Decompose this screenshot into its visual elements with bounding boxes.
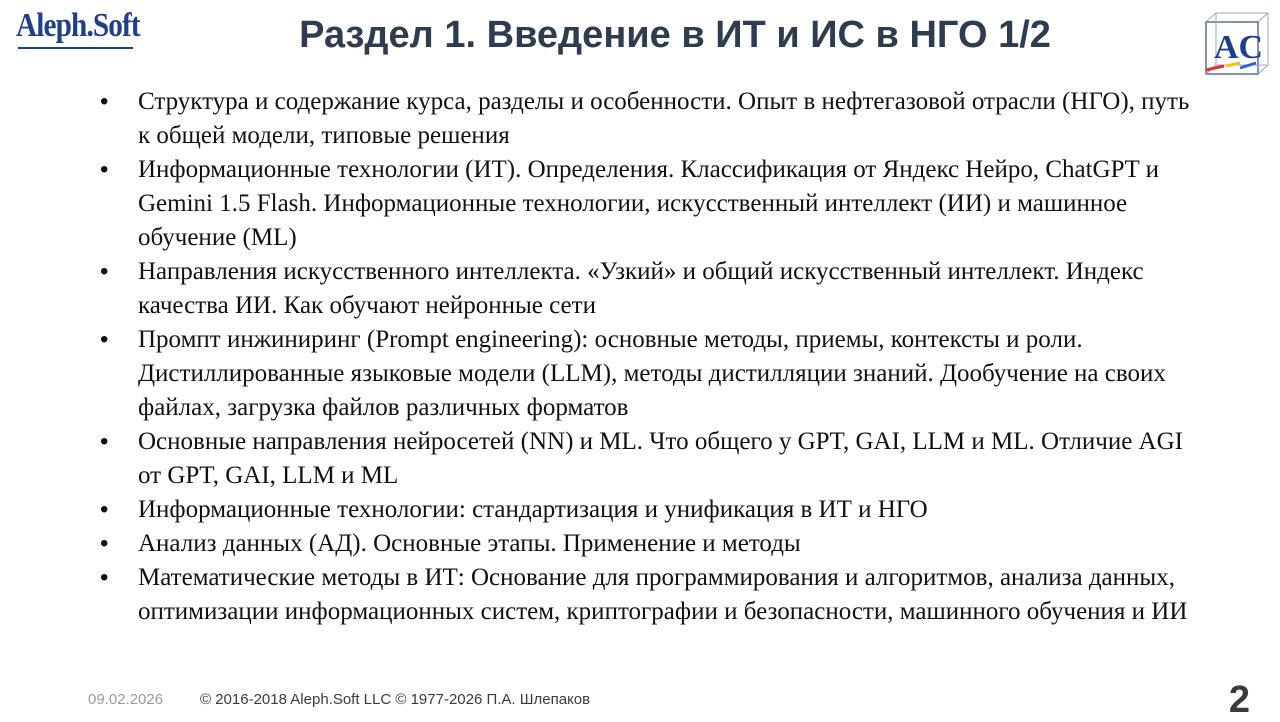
bullet-marker: •	[100, 564, 109, 591]
bullet-marker: •	[100, 326, 109, 353]
bullet-marker: •	[100, 156, 109, 183]
ac-logo-letters: AC	[1214, 29, 1264, 66]
bullet-text: Математические методы в ИТ: Основание для программирования и алгоритмов, анализа данных, оптимизации информационных систем, криптографии и безопасности, машинного обучения и ИИ	[138, 564, 1188, 625]
bullet-list	[100, 85, 1200, 629]
ac-cube-logo	[1200, 10, 1272, 78]
footer-copyright: © 2016-2018 Aleph.Soft LLC © 1977-2026 П.А. Шлепаков	[200, 691, 591, 708]
bullet-marker: •	[100, 88, 109, 115]
bullet-text: Информационные технологии: стандартизация и унификация в ИТ и НГО	[138, 496, 928, 523]
bullet-text: Промпт инжиниринг (Prompt engineering): основные методы, приемы, контексты и роли. Дистиллированные языковые модели (LLM), методы дистилляции знаний. Дообучение на своих файлах, загрузка файлов различных форматов	[138, 326, 1166, 421]
footer-date: 09.02.2026	[88, 691, 164, 708]
bullet-text: Направления искусственного интеллекта. «Узкий» и общий искусственный интеллект. Индекс качества ИИ. Как обучают нейронные сети	[138, 258, 1144, 319]
logo-underline	[18, 47, 133, 49]
slide-content	[100, 85, 1200, 629]
bullet-text: Основные направления нейросетей (NN) и ML. Что общего у GPT, GAI, LLM и ML. Отличие AGI от GPT, GAI, LLM и ML	[138, 428, 1183, 489]
page-number: 2	[1228, 679, 1250, 721]
bullet-marker: •	[100, 258, 109, 285]
bullet-item	[100, 493, 1200, 527]
aleph-soft-logo: Aleph.Soft	[16, 7, 140, 44]
bullet-text: Структура и содержание курса, разделы и особенности. Опыт в нефтегазовой отрасли (НГО), путь к общей модели, типовые решения	[138, 88, 1190, 149]
bullet-marker: •	[100, 496, 109, 523]
bullet-item	[100, 255, 1200, 323]
bullet-item	[100, 85, 1200, 153]
bullet-marker: •	[100, 530, 109, 557]
slide-title: Раздел 1. Введение в ИТ и ИС в НГО 1/2	[299, 14, 1051, 56]
bullet-text: Анализ данных (АД). Основные этапы. Применение и методы	[138, 530, 801, 557]
bullet-item	[100, 323, 1200, 425]
bullet-item	[100, 561, 1200, 629]
bullet-item	[100, 527, 1200, 561]
bullet-item	[100, 153, 1200, 255]
bullet-text: Информационные технологии (ИТ). Определения. Классификация от Яндекс Нейро, ChatGPT и Gemini 1.5 Flash. Информационные технологии, искусственный интеллект (ИИ) и машинное обучение (ML)	[138, 156, 1159, 251]
bullet-marker: •	[100, 428, 109, 455]
bullet-item	[100, 425, 1200, 493]
